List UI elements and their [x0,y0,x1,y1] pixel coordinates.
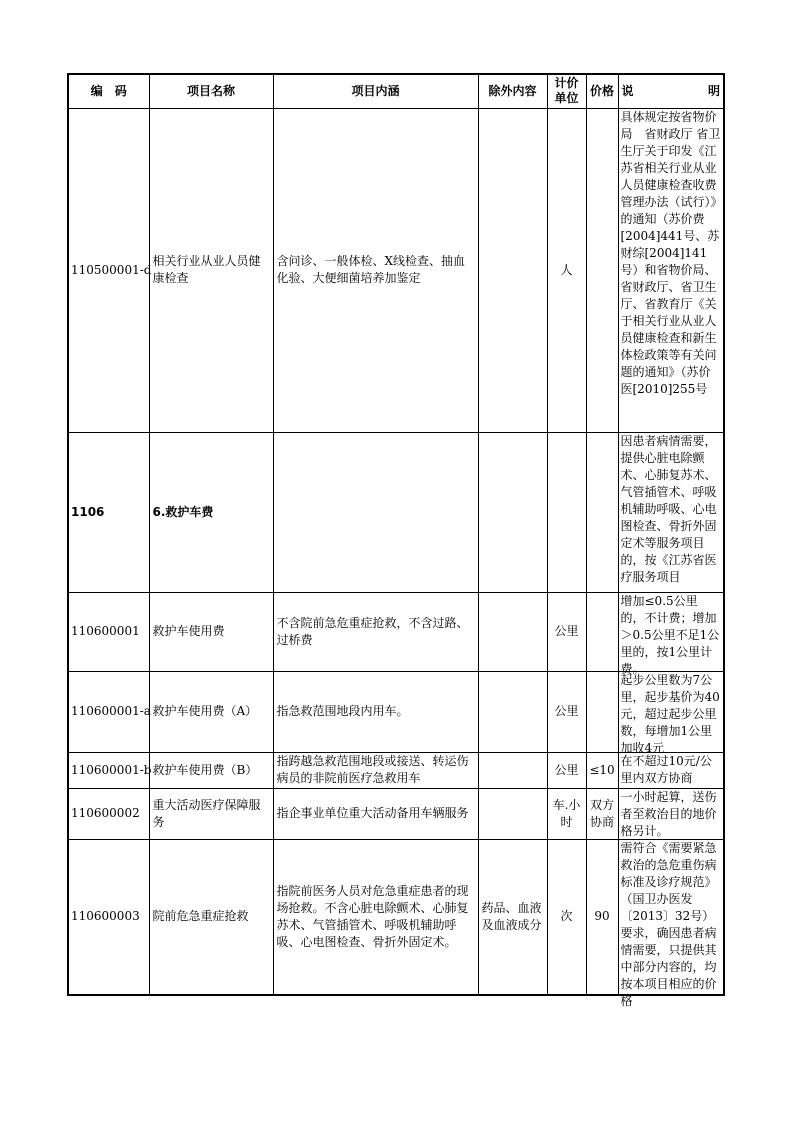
cell-price [586,671,618,752]
cell-content: 指急救范围地段内用车。 [273,671,478,752]
table-row [68,752,724,788]
header-unit-line2: 单位 [554,91,579,106]
cell-note [618,432,724,592]
cell-name: 救护车使用费 [149,592,273,671]
cell-excluded [478,752,547,788]
note-text: 在不超过10元/公里内双方协商 [620,753,712,785]
cell-price: ≤10 [586,752,618,788]
cell-content: 指院前医务人员对危急重症患者的现场抢救。不含心脏电除颤术、心肺复苏术、气管插管术、呼吸机辅助呼吸、心电图检查、骨折外固定术。 [273,839,478,995]
cell-unit: 公里 [547,592,586,671]
header-description [618,74,724,108]
cell-excluded [478,788,547,839]
cell-name: 相关行业从业人员健康检查 [149,108,273,432]
cell-price [586,432,618,592]
cell-code: 110600001-b [68,752,149,788]
content-text: 指跨越急救范围地段或接送、转运伤病员的非院前医疗急救用车 [276,753,469,785]
cell-unit [547,432,586,592]
header-description-a: 说 [621,83,634,98]
header-price: 价格 [586,74,618,108]
cell-content: 指企事业单位重大活动备用车辆服务 [273,788,478,839]
cell-code: 1106 [68,432,149,592]
cell-price [586,108,618,432]
header-unit [547,74,586,108]
note-text: 一小时起算，送伤者至救治目的地价格另计。 [620,789,717,838]
header-code: 编 码 [68,74,149,108]
cell-content [273,432,478,592]
cell-unit: 公里 [547,671,586,752]
header-name: 项目名称 [149,74,273,108]
table-row [68,592,724,671]
cell-name: 救护车使用费（B） [149,752,273,788]
table-row [68,671,724,752]
table-row [68,108,724,432]
cell-code: 110600001-a [68,671,149,752]
table-row [68,432,724,592]
cell-price: 90 [586,839,618,995]
header-unit-line1: 计价 [554,76,579,91]
cell-note [618,839,724,1008]
cell-content: 含问诊、一般体检、X线检查、抽血化验、大便细菌培养加鉴定 [273,108,478,432]
cell-excluded: 药品、血液及血液成分 [478,839,547,995]
cell-price [586,592,618,671]
header-description-b: 明 [707,83,720,98]
note-text: 具体规定按省物价局 省财政厅 省卫生厅关于印发《江苏省相关行业从业人员健康检查收费管理办法（试行）》的通知（苏价费[2004]441号、苏财综[2004]141号）和省物价局、省财政厅、省卫生厅、省教育厅《关于相关行业从业人员健康检查和新生体检政策等有关问题的通知》（苏价医[2010]255号 [620,109,721,396]
cell-excluded [478,108,547,432]
cell-excluded [478,432,547,592]
note-text: 起步公里数为7公里，起步基价为40元，超过起步公里数，每增加1公里加收4元 [620,672,720,755]
fee-table [67,73,725,1008]
cell-note [618,592,724,676]
cell-name: 6.救护车费 [149,432,273,592]
cell-note [618,108,724,432]
cell-unit: 人 [547,108,586,432]
cell-note [618,671,724,755]
cell-note [618,752,724,788]
table-row [68,839,724,995]
cell-note [618,788,724,839]
cell-price: 双方协商 [586,788,618,839]
cell-name: 救护车使用费（A） [149,671,273,752]
cell-content [273,752,478,788]
header-row [68,74,724,108]
cell-code: 110500001-d [68,108,149,432]
note-text: 增加≤0.5公里的，不计费；增加＞0.5公里不足1公里的，按1公里计费。 [620,593,720,676]
cell-unit: 车.小时 [547,788,586,839]
cell-unit: 公里 [547,752,586,788]
cell-code: 110600001 [68,592,149,671]
cell-name: 院前危急重症抢救 [149,839,273,995]
header-content: 项目内涵 [273,74,478,108]
cell-content: 不含院前急危重症抢救，不含过路、过桥费 [273,592,478,671]
cell-excluded [478,671,547,752]
table-row [68,788,724,839]
cell-code: 110600003 [68,839,149,995]
note-text: 需符合《需要紧急救治的急危重伤病标准及诊疗规范》（国卫办医发〔2013〕32号）要求，确因患者病情需要，只提供其中部分内容的，均按本项目相应的价格 [620,840,717,1008]
cell-code: 110600002 [68,788,149,839]
cell-name: 重大活动医疗保障服务 [149,788,273,839]
header-excluded: 除外内容 [478,74,547,108]
cell-excluded [478,592,547,671]
note-text: 因患者病情需要，提供心脏电除颤术、心肺复苏术、气管插管术、呼吸机辅助呼吸、心电图检查、骨折外固定术等服务项目的，按《江苏省医疗服务项目 [620,433,717,584]
cell-unit: 次 [547,839,586,995]
